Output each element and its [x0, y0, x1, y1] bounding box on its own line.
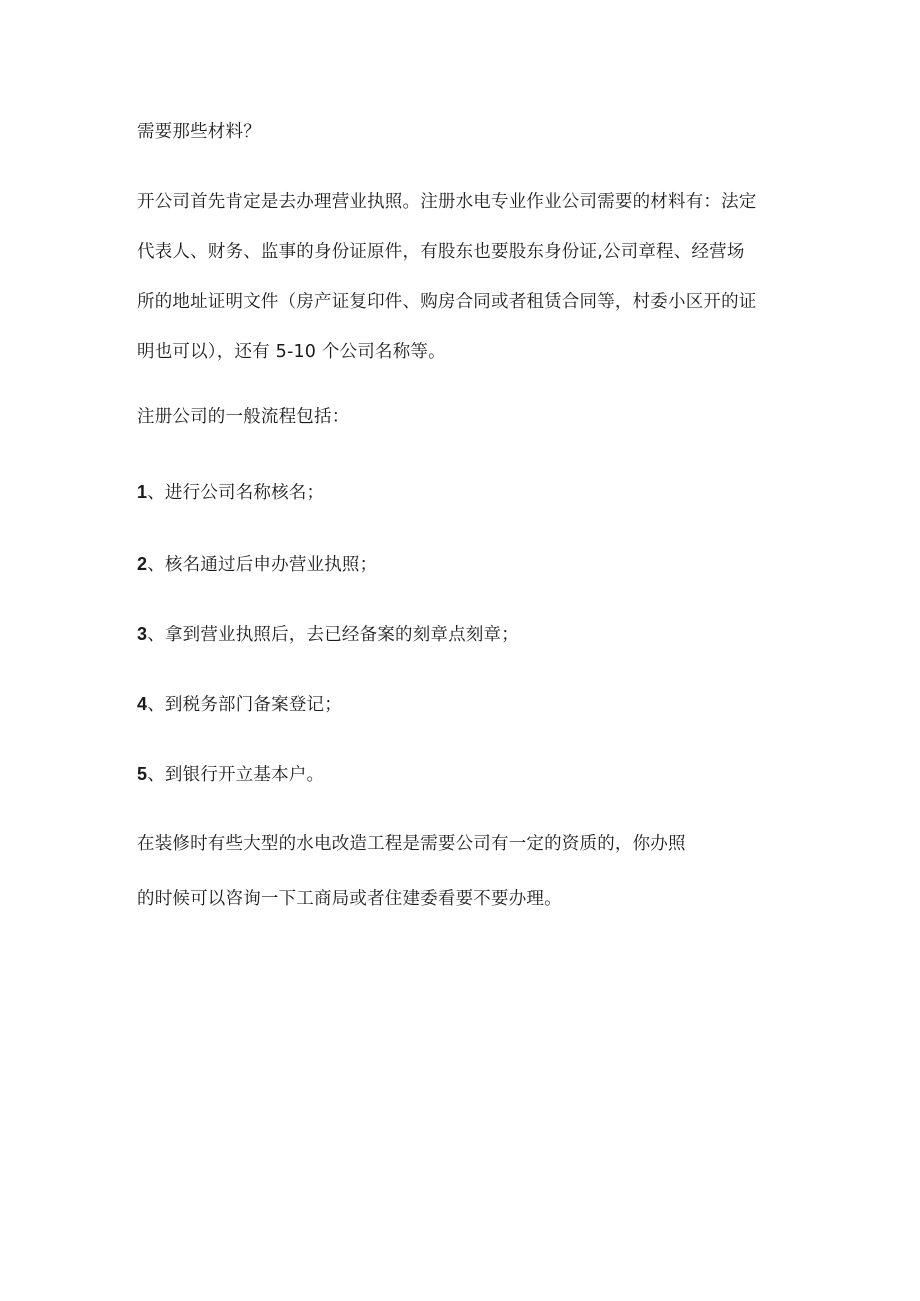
step-2-text: 、核名通过后申办营业执照； — [147, 555, 378, 575]
step-2 — [137, 552, 377, 577]
step-1 — [137, 480, 324, 505]
materials-line-2: 代表人、财务、监事的身份证原件，有股东也要股东身份证,公司章程、经营场 — [137, 242, 745, 262]
step-5-number: 5 — [137, 764, 148, 784]
materials-line-1: 开公司首先肯定是去办理营业执照。注册水电专业作业公司需要的材料有：法定 — [137, 192, 757, 212]
heading: 需要那些材料？ — [137, 122, 261, 142]
step-3-text: 、拿到营业执照后，去已经备案的刻章点刻章； — [147, 625, 519, 645]
step-3-number: 3 — [137, 624, 148, 644]
step-3 — [137, 622, 519, 647]
closing-line-2: 的时候可以咨询一下工商局或者住建委看要不要办理。 — [137, 889, 562, 909]
step-4-text: 、到税务部门备案登记； — [147, 695, 342, 715]
step-1-text: 、进行公司名称核名； — [147, 483, 325, 503]
step-4 — [137, 692, 342, 717]
step-1-number: 1 — [137, 482, 148, 502]
materials-line-3: 所的地址证明文件（房产证复印件、购房合同或者租赁合同等，村委小区开的证 — [137, 292, 757, 312]
step-4-number: 4 — [137, 694, 148, 714]
closing-line-1: 在装修时有些大型的水电改造工程是需要公司有一定的资质的，你办照 — [137, 834, 686, 854]
process-intro: 注册公司的一般流程包括： — [137, 407, 350, 427]
step-5-text: 、到银行开立基本户。 — [147, 765, 325, 785]
materials-line-4: 明也可以），还有 5-10 个公司名称等。 — [137, 342, 446, 362]
step-5 — [137, 762, 324, 787]
step-2-number: 2 — [137, 554, 148, 574]
